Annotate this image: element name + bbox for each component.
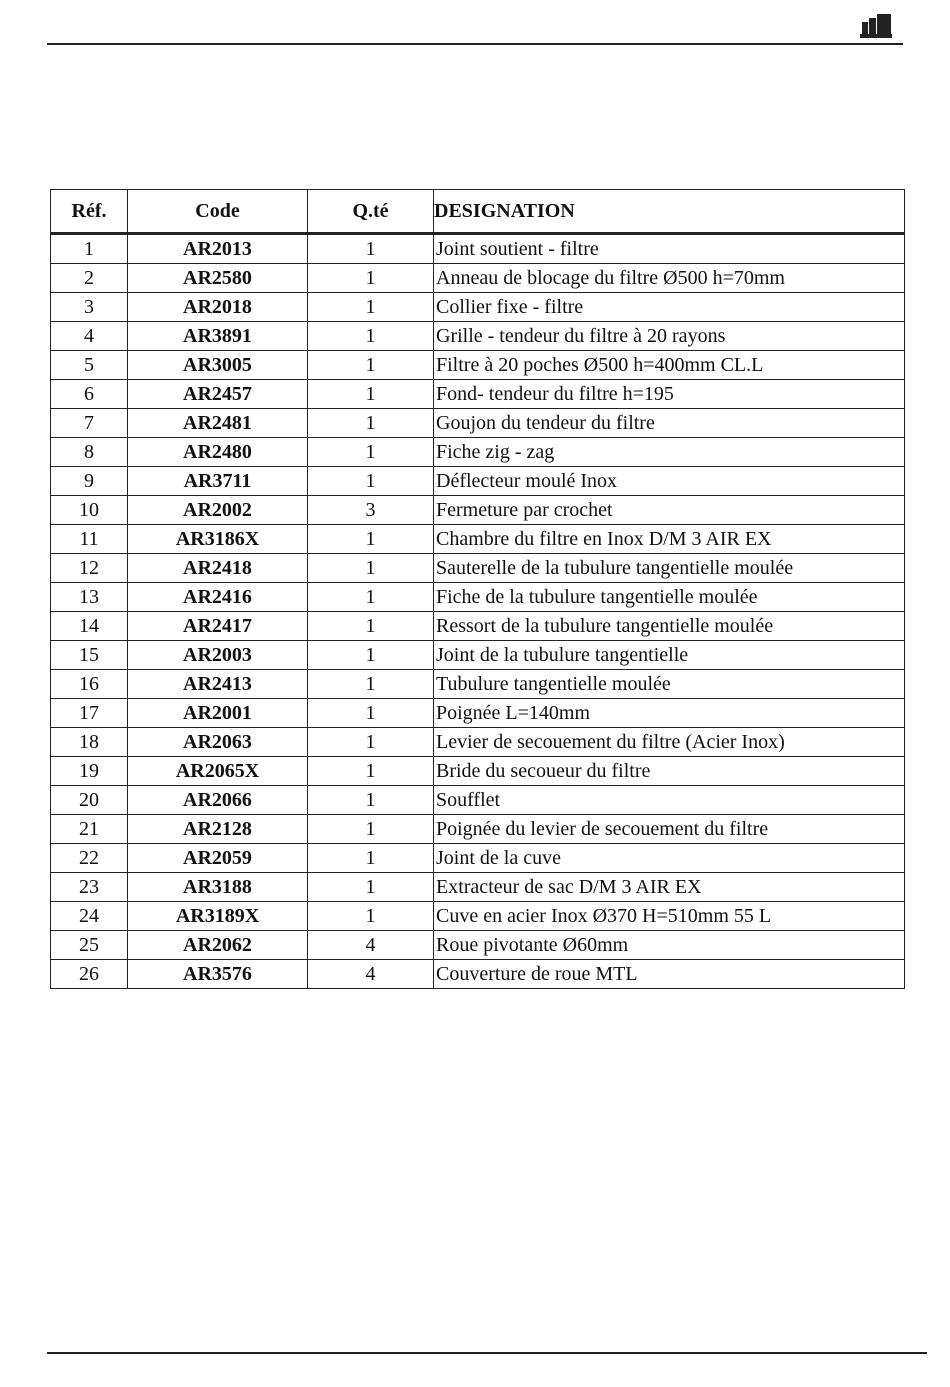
cell-designation: Couverture de roue MTL [434, 960, 905, 989]
cell-qty: 1 [308, 844, 434, 873]
table-row [51, 467, 905, 496]
table-row [51, 496, 905, 525]
cell-ref: 13 [51, 583, 128, 612]
cell-qty: 1 [308, 902, 434, 931]
table-row [51, 380, 905, 409]
cell-qty: 1 [308, 641, 434, 670]
cell-code: AR2063 [128, 728, 308, 757]
cell-designation: Fiche de la tubulure tangentielle moulée [434, 583, 905, 612]
cell-qty: 1 [308, 467, 434, 496]
cell-code: AR2018 [128, 293, 308, 322]
cell-code: AR3576 [128, 960, 308, 989]
cell-ref: 20 [51, 786, 128, 815]
cell-ref: 19 [51, 757, 128, 786]
cell-code: AR2002 [128, 496, 308, 525]
cell-designation: Joint de la tubulure tangentielle [434, 641, 905, 670]
cell-qty: 4 [308, 960, 434, 989]
table-row [51, 293, 905, 322]
cell-ref: 6 [51, 380, 128, 409]
cell-code: AR2481 [128, 409, 308, 438]
cell-code: AR2065X [128, 757, 308, 786]
cell-qty: 1 [308, 815, 434, 844]
cell-code: AR2413 [128, 670, 308, 699]
cell-qty: 1 [308, 409, 434, 438]
cell-designation: Goujon du tendeur du filtre [434, 409, 905, 438]
cell-ref: 23 [51, 873, 128, 902]
cell-ref: 9 [51, 467, 128, 496]
cell-ref: 7 [51, 409, 128, 438]
cell-qty: 4 [308, 931, 434, 960]
cell-code: AR3711 [128, 467, 308, 496]
column-header-designation: DESIGNATION [434, 190, 905, 234]
table-row [51, 960, 905, 989]
parts-table [50, 189, 905, 989]
table-row [51, 815, 905, 844]
cell-code: AR3005 [128, 351, 308, 380]
cell-designation: Sauterelle de la tubulure tangentielle moulée [434, 554, 905, 583]
cell-qty: 1 [308, 525, 434, 554]
header-rule [47, 43, 903, 45]
cell-qty: 1 [308, 873, 434, 902]
cell-ref: 10 [51, 496, 128, 525]
cell-qty: 1 [308, 757, 434, 786]
table-row [51, 554, 905, 583]
cell-code: AR2416 [128, 583, 308, 612]
cell-ref: 2 [51, 264, 128, 293]
cell-designation: Collier fixe - filtre [434, 293, 905, 322]
table-row [51, 786, 905, 815]
cell-code: AR2580 [128, 264, 308, 293]
cell-code: AR2059 [128, 844, 308, 873]
table-row [51, 409, 905, 438]
table-row [51, 583, 905, 612]
cell-qty: 1 [308, 351, 434, 380]
cell-qty: 1 [308, 380, 434, 409]
cell-ref: 15 [51, 641, 128, 670]
table-row [51, 525, 905, 554]
cell-designation: Ressort de la tubulure tangentielle moulée [434, 612, 905, 641]
cell-qty: 1 [308, 786, 434, 815]
cell-designation: Fond- tendeur du filtre h=195 [434, 380, 905, 409]
cell-qty: 1 [308, 234, 434, 264]
cell-qty: 1 [308, 293, 434, 322]
cell-designation: Levier de secouement du filtre (Acier Inox) [434, 728, 905, 757]
table-row [51, 612, 905, 641]
cell-designation: Joint de la cuve [434, 844, 905, 873]
cell-code: AR2013 [128, 234, 308, 264]
cell-qty: 1 [308, 728, 434, 757]
column-header-ref: Réf. [51, 190, 128, 234]
cell-ref: 16 [51, 670, 128, 699]
parts-table-body [51, 234, 905, 989]
table-row [51, 873, 905, 902]
cell-ref: 24 [51, 902, 128, 931]
cell-code: AR2066 [128, 786, 308, 815]
cell-qty: 1 [308, 699, 434, 728]
table-row [51, 234, 905, 264]
cell-code: AR2417 [128, 612, 308, 641]
cell-designation: Fermeture par crochet [434, 496, 905, 525]
cell-code: AR3186X [128, 525, 308, 554]
cell-designation: Bride du secoueur du filtre [434, 757, 905, 786]
cell-ref: 22 [51, 844, 128, 873]
table-row [51, 844, 905, 873]
cell-code: AR2003 [128, 641, 308, 670]
cell-code: AR2457 [128, 380, 308, 409]
cell-qty: 1 [308, 583, 434, 612]
cell-designation: Joint soutient - filtre [434, 234, 905, 264]
cell-qty: 1 [308, 438, 434, 467]
cell-qty: 1 [308, 670, 434, 699]
column-header-qty: Q.té [308, 190, 434, 234]
table-row [51, 641, 905, 670]
cell-ref: 3 [51, 293, 128, 322]
cell-ref: 26 [51, 960, 128, 989]
cell-ref: 1 [51, 234, 128, 264]
cell-code: AR2128 [128, 815, 308, 844]
table-row [51, 728, 905, 757]
cell-code: AR3891 [128, 322, 308, 351]
table-row [51, 670, 905, 699]
cell-code: AR2062 [128, 931, 308, 960]
cell-designation: Poignée du levier de secouement du filtre [434, 815, 905, 844]
cell-qty: 1 [308, 612, 434, 641]
cell-designation: Anneau de blocage du filtre Ø500 h=70mm [434, 264, 905, 293]
cell-ref: 8 [51, 438, 128, 467]
table-row [51, 322, 905, 351]
cell-designation: Poignée L=140mm [434, 699, 905, 728]
table-row [51, 902, 905, 931]
footer-rule [47, 1352, 927, 1354]
table-row [51, 438, 905, 467]
cell-ref: 18 [51, 728, 128, 757]
table-row [51, 264, 905, 293]
table-row [51, 351, 905, 380]
cell-code: AR2418 [128, 554, 308, 583]
cell-ref: 11 [51, 525, 128, 554]
brand-logo-icon [860, 12, 894, 40]
cell-ref: 25 [51, 931, 128, 960]
cell-ref: 17 [51, 699, 128, 728]
cell-ref: 14 [51, 612, 128, 641]
cell-qty: 1 [308, 264, 434, 293]
cell-ref: 4 [51, 322, 128, 351]
table-row [51, 699, 905, 728]
cell-code: AR2480 [128, 438, 308, 467]
cell-designation: Roue pivotante Ø60mm [434, 931, 905, 960]
cell-qty: 3 [308, 496, 434, 525]
table-row [51, 931, 905, 960]
table-row [51, 757, 905, 786]
cell-ref: 5 [51, 351, 128, 380]
table-header-row [51, 190, 905, 234]
cell-qty: 1 [308, 554, 434, 583]
cell-designation: Tubulure tangentielle moulée [434, 670, 905, 699]
cell-code: AR3189X [128, 902, 308, 931]
cell-designation: Cuve en acier Inox Ø370 H=510mm 55 L [434, 902, 905, 931]
cell-designation: Chambre du filtre en Inox D/M 3 AIR EX [434, 525, 905, 554]
cell-code: AR2001 [128, 699, 308, 728]
cell-ref: 12 [51, 554, 128, 583]
column-header-code: Code [128, 190, 308, 234]
cell-designation: Déflecteur moulé Inox [434, 467, 905, 496]
cell-ref: 21 [51, 815, 128, 844]
cell-designation: Grille - tendeur du filtre à 20 rayons [434, 322, 905, 351]
cell-designation: Fiche zig - zag [434, 438, 905, 467]
cell-code: AR3188 [128, 873, 308, 902]
cell-designation: Extracteur de sac D/M 3 AIR EX [434, 873, 905, 902]
cell-qty: 1 [308, 322, 434, 351]
cell-designation: Soufflet [434, 786, 905, 815]
cell-designation: Filtre à 20 poches Ø500 h=400mm CL.L [434, 351, 905, 380]
